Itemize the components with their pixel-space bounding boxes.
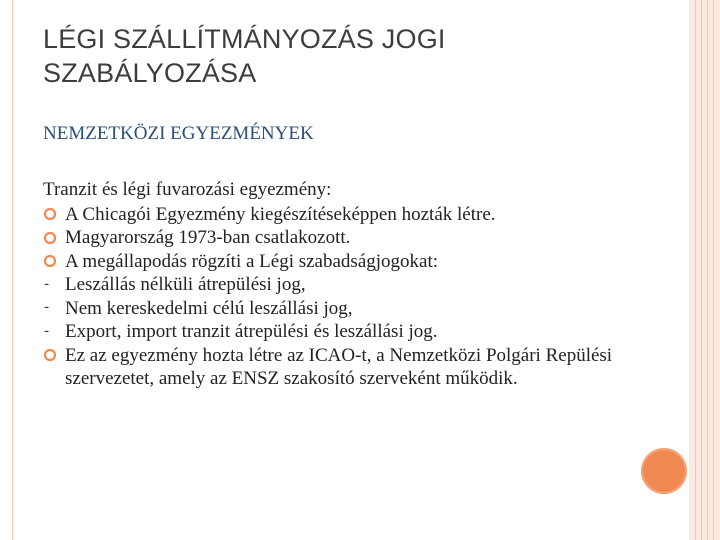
circle-bullet-icon xyxy=(43,203,57,226)
circle-bullet-icon xyxy=(43,226,57,249)
list-item xyxy=(43,320,643,344)
decorative-orange-circle xyxy=(641,448,687,494)
list-item-text: Ez az egyezmény hozta létre az ICAO-t, a Nemzetközi Polgári Repülési szervezetet, amely az ENSZ szakosító szerveként működik. xyxy=(65,344,613,389)
list-item xyxy=(43,344,643,391)
list-item-text: A Chicagói Egyezmény kiegészítéseképpen hozták létre. xyxy=(65,203,496,225)
circle-bullet-icon xyxy=(43,250,57,273)
dash-bullet: - xyxy=(44,322,49,339)
list-item-text: Leszállás nélküli átrepülési jog, xyxy=(65,274,306,295)
circle-bullet-icon xyxy=(43,344,57,367)
slide-subtitle: NEMZETKÖZI EGYEZMÉNYEK xyxy=(43,123,314,144)
list-item xyxy=(43,273,643,297)
bullet-list xyxy=(43,203,643,391)
list-item xyxy=(43,226,643,250)
list-item-text: Magyarország 1973-ban csatlakozott. xyxy=(65,227,351,248)
list-item-text: Nem kereskedelmi célú leszállási jog, xyxy=(65,297,353,319)
decorative-side-band xyxy=(689,0,720,540)
list-item-text: Export, import tranzit átrepülési és leszállási jog. xyxy=(65,321,438,342)
list-item-text: A megállapodás rögzíti a Légi szabadságjogokat: xyxy=(65,250,439,272)
slide-title: LÉGI SZÁLLÍTMÁNYOZÁS JOGI SZABÁLYOZÁSA xyxy=(43,24,446,88)
list-item xyxy=(43,203,643,227)
slide-body xyxy=(43,178,643,391)
dash-bullet: - xyxy=(44,299,49,316)
intro-line: Tranzit és légi fuvarozási egyezmény: xyxy=(43,179,332,200)
list-item xyxy=(43,250,643,274)
dash-bullet: - xyxy=(44,275,49,292)
list-item xyxy=(43,297,643,321)
